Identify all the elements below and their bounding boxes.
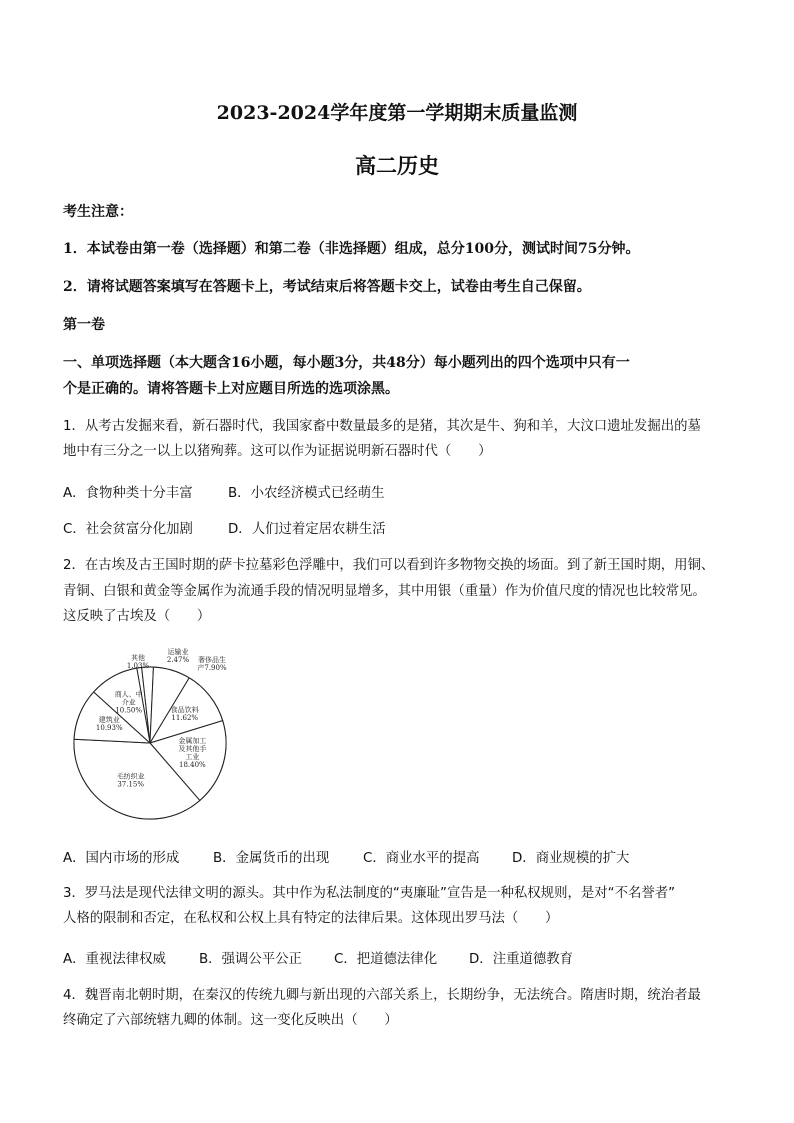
q1-option-c[interactable]: C．社会贫富分化加剧 [63,522,193,537]
q3-option-c[interactable]: C．把道德法律化 [334,952,438,967]
pie-slice-label: 食品饮料 11.62% [170,705,199,722]
q3-stem-line-2: 人格的限制和否定，在私权和公权上具有特定的法律后果。这体现出罗马法（ ） [63,911,559,926]
volume-heading: 第一卷 [63,317,105,333]
q2-option-b[interactable]: B．金属货币的出现 [213,851,330,866]
section-instruction-line-1: 一、单项选择题（本大题含16小题，每小题3分，共48分）每小题列出的四个选项中只有一 [63,355,630,371]
q1-stem-line-1: 1．从考古发掘来看，新石器时代，我国家畜中数量最多的是猪，其次是牛、狗和羊，大汶口遗址发掘出的墓 [63,419,701,434]
notice-item-2: 2．请将试题答案填写在答题卡上，考试结束后将答题卡交上，试卷由考生自己保留。 [63,279,591,295]
pie-slice-label: 毛纺织业 37.15% [116,772,145,789]
pie-slice-label: 运输业 2.47% [166,648,190,664]
q1-stem-line-2: 地中有三分之一以上以猪殉葬。这可以作为证据说明新石器时代（ ） [63,444,492,459]
q2-stem-line-1: 2．在古埃及古王国时期的萨卡拉墓彩色浮雕中，我们可以看到许多物物交换的场面。到了新王国时期，用铜、 [63,558,715,573]
section-instruction-line-2: 个是正确的。请将答题卡上对应题目所选的选项涂黑。 [63,381,399,397]
industry-pie-chart [60,640,260,835]
pie-slice-label: 奢侈品生产7.90% [197,656,227,672]
q4-stem-line-1: 4．魏晋南北朝时期，在秦汉的传统九卿与新出现的六部关系上，长期纷争，无法统合。隋唐时期，统治者最 [63,988,701,1003]
pie-slice-label: 建筑业 10.93% [95,716,123,733]
q3-stem-line-1: 3．罗马法是现代法律文明的源头。其中作为私法制度的“夷廉耻”宣告是一种私权规则，是对“不名誉者” [63,886,676,901]
exam-title: 2023-2024学年度第一学期期末质量监测 [216,102,578,124]
q4-stem-line-2: 终确定了六部统辖九卿的体制。这一变化反映出（ ） [63,1013,398,1028]
pie-slice-label: 其他 1.03% [126,654,150,670]
q2-option-d[interactable]: D．商业规模的扩大 [512,851,630,866]
q1-option-a[interactable]: A．食物种类十分丰富 [63,486,193,501]
notice-heading: 考生注意： [63,204,133,220]
q2-option-c[interactable]: C．商业水平的提高 [363,851,480,866]
q2-stem-line-2: 青铜、白银和黄金等金属作为流通手段的情况明显增多，其中用银（重量）作为价值尺度的情况也比较常见。 [63,584,706,599]
q2-stem-line-3: 这反映了古埃及（ ） [63,609,211,624]
q1-option-d[interactable]: D．人们过着定居农耕生活 [228,522,386,537]
notice-item-1: 1．本试卷由第一卷（选择题）和第二卷（非选择题）组成，总分100分，测试时间75分钟。 [63,241,640,257]
q3-option-d[interactable]: D．注重道德教育 [469,952,574,967]
pie-slice-label: 商人、中介业 10.50% [114,690,143,715]
subject-title: 高二历史 [355,153,439,178]
q3-option-a[interactable]: A．重视法律权威 [63,952,166,967]
pie-slice-label: 金属加工及其他手工业 18.40% [178,737,207,770]
q2-option-a[interactable]: A．国内市场的形成 [63,851,180,866]
q3-option-b[interactable]: B．强调公平公正 [199,952,302,967]
q1-option-b[interactable]: B．小农经济模式已经萌生 [228,486,385,501]
